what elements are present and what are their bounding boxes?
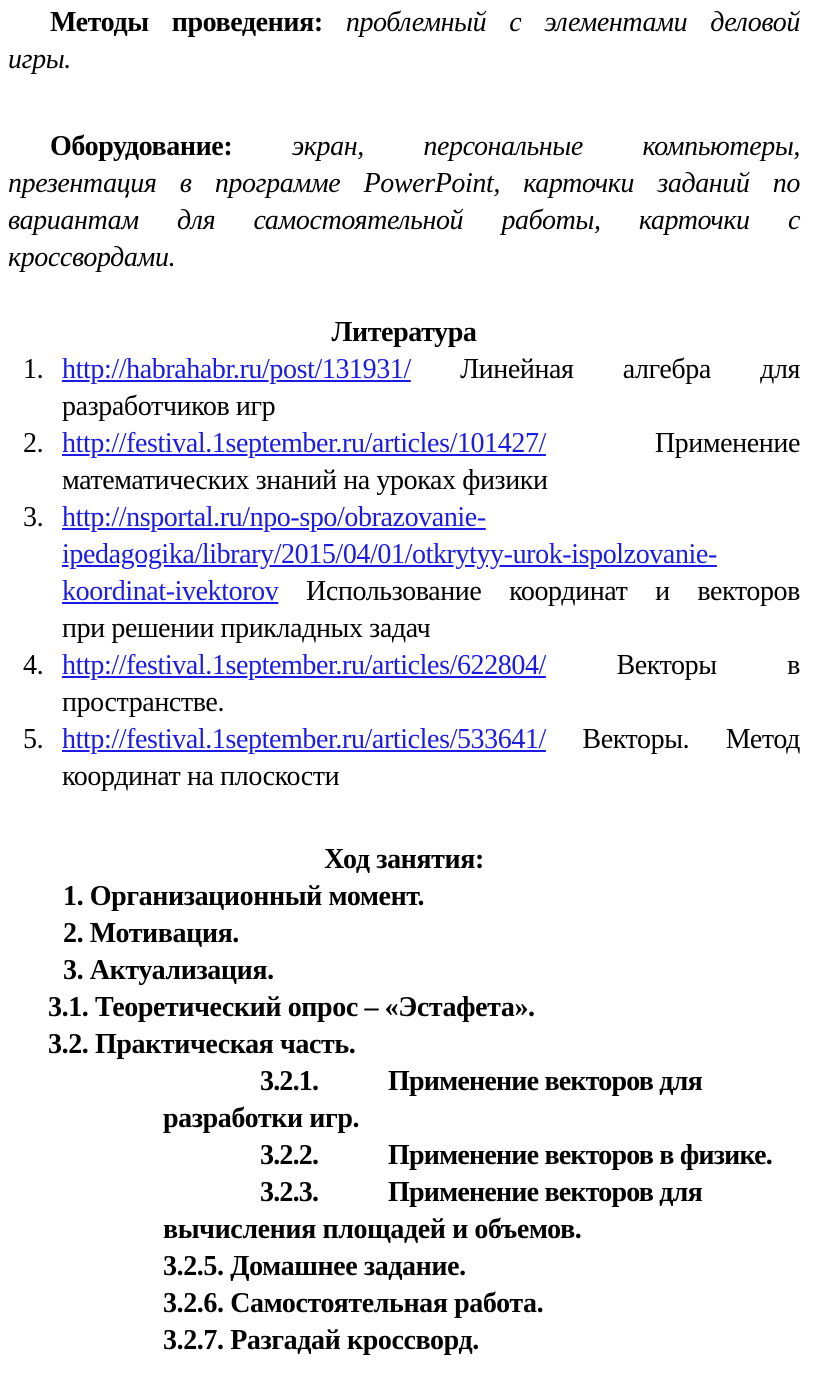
literature-item-1-title: Линейная алгебра для [460, 354, 800, 385]
literature-item-5-line-1 [8, 721, 800, 758]
equipment-line-2 [8, 165, 800, 202]
literature-heading: Литература [331, 317, 477, 348]
list-number: 5. [23, 724, 44, 755]
lesson-item-number: 3.2.3. [260, 1177, 319, 1208]
lesson-plan [8, 878, 800, 1359]
literature-item-4-title: Векторы в [616, 650, 800, 681]
literature-list [8, 351, 800, 795]
lesson-item-3-2-1-cont: разработки игр. [163, 1103, 360, 1134]
methods-text: проблемный с элементами деловой [345, 7, 800, 38]
list-number: 3. [23, 502, 44, 533]
lesson-item-3-2-1-text: Применение векторов для [388, 1066, 702, 1097]
methods-text-cont: игры. [8, 44, 71, 75]
lesson-item-3: 3. Актуализация. [63, 955, 274, 986]
equipment-text: экран, персональные компьютеры, [291, 131, 800, 162]
equipment-text-cont-2: вариантам для самостоятельной работы, карточки с [8, 205, 800, 236]
lesson-item-3-2: 3.2. Практическая часть. [48, 1029, 356, 1060]
literature-item-3-title: Использование координат и векторов [306, 576, 800, 607]
literature-item-2-line-1 [8, 425, 800, 462]
methods-label: Методы проведения: [50, 7, 323, 38]
literature-item-4-line-2: пространстве. [62, 687, 225, 718]
equipment-text-cont-1: презентация в программе PowerPoint, карточки заданий по [8, 168, 800, 199]
literature-item-1-line-1 [8, 351, 800, 388]
literature-link-3-part-1[interactable]: http://nsportal.ru/npo-spo/obrazovanie- [62, 502, 486, 533]
lesson-item-3-2-2 [8, 1137, 800, 1174]
literature-item-1-line-2: разработчиков игр [62, 391, 276, 422]
literature-item-2-line-2: математических знаний на уроках физики [62, 465, 548, 496]
methods-paragraph [8, 4, 800, 78]
literature-item-3-line-4: при решении прикладных задач [62, 613, 431, 644]
lesson-item-3-2-2-text: Применение векторов в физике. [388, 1140, 772, 1171]
lesson-item-3-2-7: 3.2.7. Разгадай кроссворд. [163, 1325, 479, 1356]
literature-item-5-title: Векторы. Метод [582, 724, 800, 755]
lesson-item-3-2-1 [8, 1063, 800, 1100]
literature-link-4[interactable]: http://festival.1september.ru/articles/622804/ [62, 650, 546, 681]
lesson-item-2: 2. Мотивация. [63, 918, 239, 949]
equipment-line-1 [8, 128, 800, 165]
list-number: 4. [23, 650, 44, 681]
methods-line-2 [8, 41, 800, 78]
literature-item-5-line-2: координат на плоскости [62, 761, 340, 792]
lesson-item-3-2-6: 3.2.6. Самостоятельная работа. [163, 1288, 544, 1319]
lesson-item-1: 1. Организационный момент. [63, 881, 425, 912]
list-number: 2. [23, 428, 44, 459]
literature-item-3-line-1 [8, 499, 800, 536]
list-number: 1. [23, 354, 44, 385]
lesson-item-number: 3.2.2. [260, 1140, 319, 1171]
literature-link-3-part-3[interactable]: koordinat-ivektorov [62, 576, 279, 607]
literature-item-2-title: Применение [654, 428, 800, 459]
literature-link-3-part-2[interactable]: ipedagogika/library/2015/04/01/otkrytyy-urok-ispolzovanie- [62, 539, 717, 570]
equipment-line-4 [8, 239, 800, 276]
literature-link-1[interactable]: http://habrahabr.ru/post/131931/ [62, 354, 411, 385]
lesson-plan-heading: Ход занятия: [324, 844, 484, 875]
literature-link-2[interactable]: http://festival.1september.ru/articles/101427/ [62, 428, 546, 459]
lesson-item-3-2-5: 3.2.5. Домашнее задание. [163, 1251, 466, 1282]
equipment-paragraph [8, 128, 800, 276]
equipment-line-3 [8, 202, 800, 239]
equipment-label: Оборудование: [50, 131, 233, 162]
methods-line-1 [8, 4, 800, 41]
lesson-item-number: 3.2.1. [260, 1066, 319, 1097]
literature-item-4-line-1 [8, 647, 800, 684]
equipment-text-cont-3: кроссвордами. [8, 242, 176, 273]
lesson-item-3-1: 3.1. Теоретический опрос – «Эстафета». [48, 992, 535, 1023]
literature-item-3-line-2 [8, 536, 800, 573]
literature-link-5[interactable]: http://festival.1september.ru/articles/533641/ [62, 724, 546, 755]
lesson-item-3-2-3 [8, 1174, 800, 1211]
literature-item-3-line-3 [8, 573, 800, 610]
lesson-item-3-2-3-text: Применение векторов для [388, 1177, 702, 1208]
lesson-item-3-2-3-cont: вычисления площадей и объемов. [163, 1214, 582, 1245]
